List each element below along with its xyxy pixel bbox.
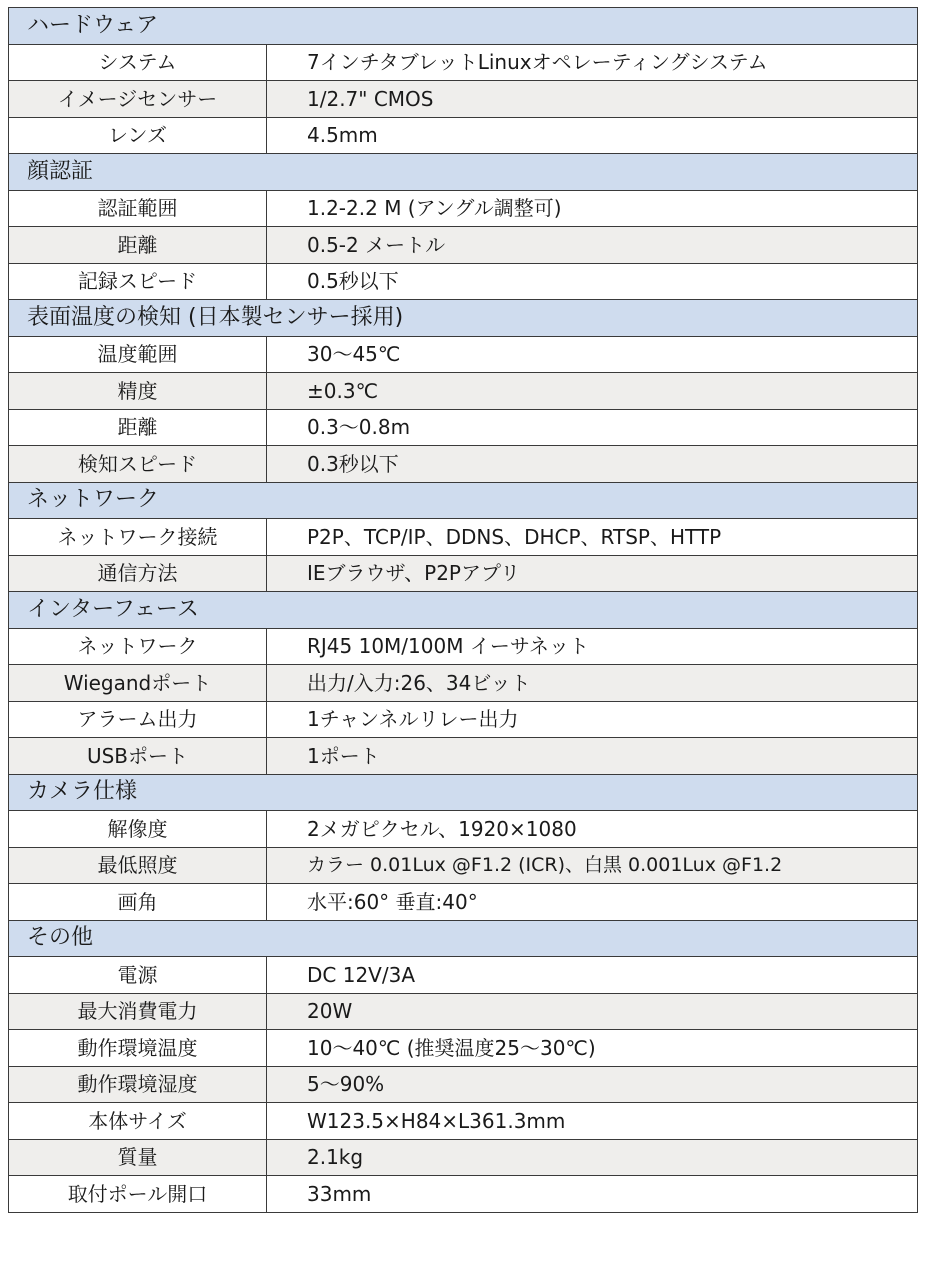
spec-row — [9, 263, 918, 300]
spec-row — [9, 1030, 918, 1067]
spec-row — [9, 811, 918, 848]
spec-value: 10〜40℃ (推奨温度25〜30℃) — [267, 1030, 918, 1067]
spec-row — [9, 701, 918, 738]
spec-value: 0.3秒以下 — [267, 446, 918, 483]
section-title: カメラ仕様 — [9, 774, 918, 811]
section-title: 顔認証 — [9, 154, 918, 191]
spec-row — [9, 555, 918, 592]
spec-label: Wiegandポート — [9, 665, 267, 702]
section-title: ハードウェア — [9, 8, 918, 45]
spec-value: RJ45 10M/100M イーサネット — [267, 628, 918, 665]
spec-value: 1.2-2.2 M (アングル調整可) — [267, 190, 918, 227]
spec-row — [9, 628, 918, 665]
spec-table — [8, 7, 918, 1213]
spec-value: 0.3〜0.8m — [267, 409, 918, 446]
spec-row — [9, 373, 918, 410]
spec-row — [9, 665, 918, 702]
spec-value: 1ポート — [267, 738, 918, 775]
spec-label: 検知スピード — [9, 446, 267, 483]
spec-row — [9, 1103, 918, 1140]
spec-label: 認証範囲 — [9, 190, 267, 227]
spec-label: アラーム出力 — [9, 701, 267, 738]
spec-row — [9, 446, 918, 483]
spec-value: ±0.3℃ — [267, 373, 918, 410]
spec-value: 1チャンネルリレー出力 — [267, 701, 918, 738]
spec-row — [9, 847, 918, 884]
spec-value: W123.5×H84×L361.3mm — [267, 1103, 918, 1140]
spec-value: 4.5mm — [267, 117, 918, 154]
section-header-row — [9, 154, 918, 191]
spec-row — [9, 117, 918, 154]
section-header-row — [9, 920, 918, 957]
spec-table-body — [9, 8, 918, 1213]
section-title: その他 — [9, 920, 918, 957]
spec-label: 本体サイズ — [9, 1103, 267, 1140]
spec-row — [9, 1139, 918, 1176]
spec-value: 0.5-2 メートル — [267, 227, 918, 264]
spec-label: 動作環境温度 — [9, 1030, 267, 1067]
section-header-row — [9, 592, 918, 629]
spec-row — [9, 519, 918, 556]
spec-label: 距離 — [9, 227, 267, 264]
spec-label: レンズ — [9, 117, 267, 154]
spec-label: 電源 — [9, 957, 267, 994]
spec-row — [9, 1176, 918, 1213]
spec-value: 5〜90% — [267, 1066, 918, 1103]
spec-value: IEブラウザ、P2Pアプリ — [267, 555, 918, 592]
spec-label: システム — [9, 44, 267, 81]
spec-row — [9, 81, 918, 118]
spec-label: 動作環境湿度 — [9, 1066, 267, 1103]
spec-row — [9, 738, 918, 775]
spec-row — [9, 336, 918, 373]
spec-label: 記録スピード — [9, 263, 267, 300]
spec-row — [9, 190, 918, 227]
spec-value: 30〜45℃ — [267, 336, 918, 373]
spec-value: 20W — [267, 993, 918, 1030]
spec-label: 解像度 — [9, 811, 267, 848]
spec-label: 取付ポール開口 — [9, 1176, 267, 1213]
spec-label: ネットワーク接続 — [9, 519, 267, 556]
section-header-row — [9, 8, 918, 45]
spec-value: カラー 0.01Lux @F1.2 (ICR)、白黒 0.001Lux @F1.2 — [267, 847, 918, 884]
spec-value: 出力/入力:26、34ビット — [267, 665, 918, 702]
spec-value: P2P、TCP/IP、DDNS、DHCP、RTSP、HTTP — [267, 519, 918, 556]
spec-value: 1/2.7" CMOS — [267, 81, 918, 118]
spec-label: 最大消費電力 — [9, 993, 267, 1030]
spec-label: 精度 — [9, 373, 267, 410]
spec-label: 距離 — [9, 409, 267, 446]
spec-value: 水平:60° 垂直:40° — [267, 884, 918, 921]
spec-row — [9, 993, 918, 1030]
spec-value: 0.5秒以下 — [267, 263, 918, 300]
spec-row — [9, 1066, 918, 1103]
spec-label: 温度範囲 — [9, 336, 267, 373]
spec-value: 33mm — [267, 1176, 918, 1213]
section-title: インターフェース — [9, 592, 918, 629]
spec-label: 質量 — [9, 1139, 267, 1176]
spec-value: DC 12V/3A — [267, 957, 918, 994]
spec-row — [9, 409, 918, 446]
spec-label: 画角 — [9, 884, 267, 921]
spec-label: 通信方法 — [9, 555, 267, 592]
section-header-row — [9, 300, 918, 337]
spec-label: 最低照度 — [9, 847, 267, 884]
spec-value: 2メガピクセル、1920×1080 — [267, 811, 918, 848]
spec-sheet — [8, 7, 918, 1213]
section-header-row — [9, 482, 918, 519]
spec-row — [9, 44, 918, 81]
spec-value: 7インチタブレットLinuxオペレーティングシステム — [267, 44, 918, 81]
spec-row — [9, 884, 918, 921]
section-header-row — [9, 774, 918, 811]
spec-label: ネットワーク — [9, 628, 267, 665]
section-title: ネットワーク — [9, 482, 918, 519]
spec-row — [9, 227, 918, 264]
spec-label: イメージセンサー — [9, 81, 267, 118]
section-title: 表面温度の検知 (日本製センサー採用) — [9, 300, 918, 337]
spec-row — [9, 957, 918, 994]
spec-value: 2.1kg — [267, 1139, 918, 1176]
spec-label: USBポート — [9, 738, 267, 775]
